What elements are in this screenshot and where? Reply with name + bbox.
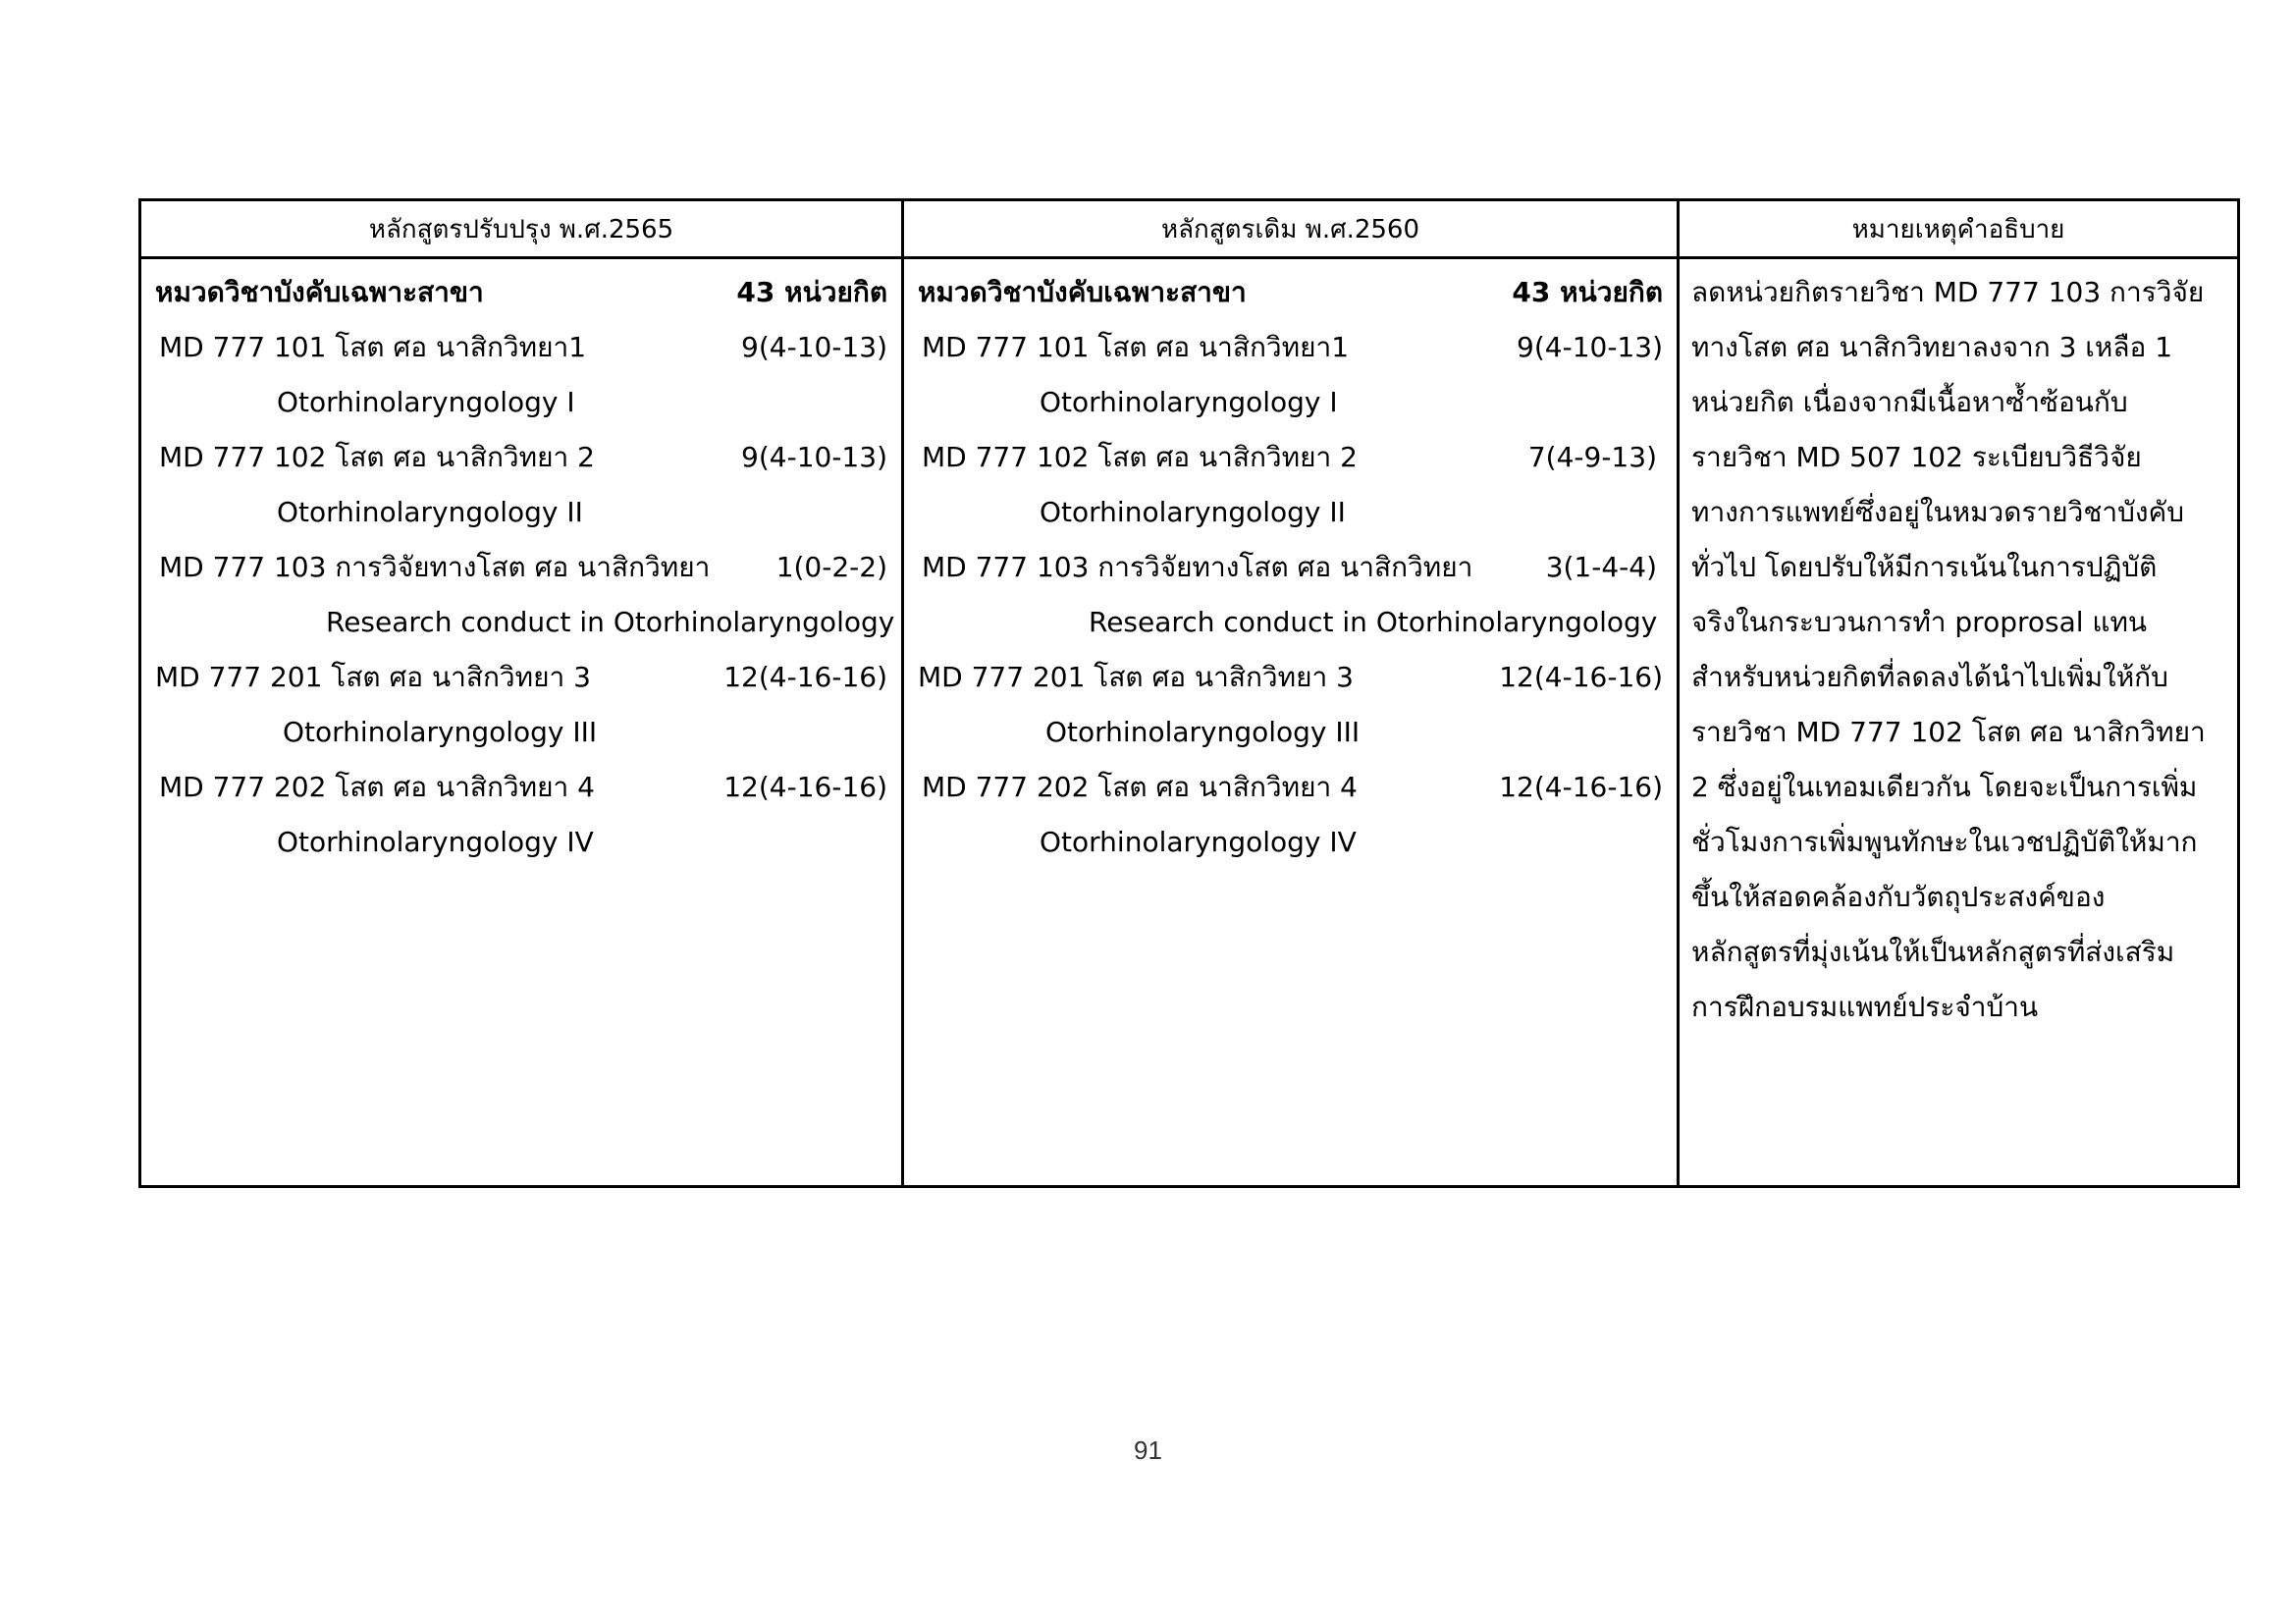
old-course-row (918, 320, 1663, 375)
note-line: 2 ซึ่งอยู่ในเทอมเดียวกัน โดยจะเป็นการเพิ่ม (1691, 771, 2198, 803)
note-line: ทางโสต ศอ นาสิกวิทยาลงจาก 3 เหลือ 1 (1691, 331, 2173, 363)
course-credit: 9(4-10-13) (741, 441, 887, 473)
header-note: หมายเหตุคำอธิบาย (1679, 200, 2239, 258)
course-english-name: Research conduct in Otorhinolaryngology (326, 606, 895, 638)
old-course-row (918, 430, 1663, 485)
new-course-english (155, 485, 887, 540)
course-code-title: MD 777 201 โสต ศอ นาสิกวิทยา 3 (918, 661, 1354, 693)
new-course-row (155, 320, 887, 375)
old-course-row (918, 760, 1663, 815)
course-code-title: MD 777 202 โสต ศอ นาสิกวิทยา 4 (159, 771, 595, 803)
new-course-row (155, 430, 887, 485)
course-credit: 1(0-2-2) (775, 551, 887, 583)
new-course-english (155, 705, 887, 760)
note-line: รายวิชา MD 507 102 ระเบียบวิธีวิจัย (1691, 441, 2142, 473)
new-group-heading (155, 265, 887, 320)
course-english-name: Otorhinolaryngology II (1040, 496, 1346, 528)
old-group-credit: 43 หน่วยกิต (1512, 276, 1663, 308)
course-credit: 7(4-9-13) (1527, 441, 1657, 473)
old-group-title: หมวดวิชาบังคับเฉพาะสาขา (918, 276, 1247, 308)
old-course-english (918, 815, 1663, 870)
new-curriculum-cell (140, 258, 903, 1187)
course-code-title: MD 777 102 โสต ศอ นาสิกวิทยา 2 (159, 441, 595, 473)
note-line: หน่วยกิต เนื่องจากมีเนื้อหาซ้ำซ้อนกับ (1691, 386, 2128, 418)
course-code-title: MD 777 102 โสต ศอ นาสิกวิทยา 2 (922, 441, 1358, 473)
old-course-row (918, 540, 1663, 595)
note-line: หลักสูตรที่มุ่งเน้นให้เป็นหลักสูตรที่ส่งเสริม (1691, 936, 2175, 968)
old-course-row (918, 650, 1663, 705)
course-code-title: MD 777 202 โสต ศอ นาสิกวิทยา 4 (922, 771, 1358, 803)
course-credit: 12(4-16-16) (723, 771, 887, 803)
note-line: ชั่วโมงการเพิ่มพูนทักษะในเวชปฏิบัติให้มาก (1691, 826, 2198, 858)
table-body-row (140, 258, 2239, 1187)
course-credit: 12(4-16-16) (1499, 771, 1663, 803)
new-course-english (155, 375, 887, 430)
course-english-name: Otorhinolaryngology III (283, 716, 598, 748)
note-line: ลดหน่วยกิตรายวิชา MD 777 103 การวิจัย (1691, 276, 2205, 308)
new-course-english (155, 595, 895, 650)
old-course-english (918, 705, 1663, 760)
note-line: สำหรับหน่วยกิตที่ลดลงได้นำไปเพิ่มให้กับ (1691, 661, 2168, 693)
old-group-heading (918, 265, 1663, 320)
old-course-english (918, 485, 1663, 540)
table-header-row (140, 200, 2239, 258)
new-course-row (155, 650, 887, 705)
course-code-title: MD 777 101 โสต ศอ นาสิกวิทยา1 (922, 331, 1350, 363)
old-course-english (918, 375, 1663, 430)
note-line: จริงในกระบวนการทำ proprosal แทน (1691, 606, 2148, 638)
note-line: ทั่วไป โดยปรับให้มีการเน้นในการปฏิบัติ (1691, 551, 2158, 583)
new-group-credit: 43 หน่วยกิต (736, 276, 887, 308)
old-course-english (918, 595, 1663, 650)
course-credit: 12(4-16-16) (723, 661, 887, 693)
course-english-name: Otorhinolaryngology III (1045, 716, 1361, 748)
note-line: รายวิชา MD 777 102 โสต ศอ นาสิกวิทยา (1691, 716, 2206, 748)
note-line: ทางการแพทย์ซึ่งอยู่ในหมวดรายวิชาบังคับ (1691, 496, 2185, 528)
new-course-row (155, 540, 887, 595)
note-cell (1679, 258, 2239, 1187)
new-course-english (155, 815, 887, 870)
course-credit: 12(4-16-16) (1499, 661, 1663, 693)
new-course-row (155, 760, 887, 815)
course-code-title: MD 777 201 โสต ศอ นาสิกวิทยา 3 (155, 661, 591, 693)
old-curriculum-cell (903, 258, 1679, 1187)
note-line: การฝึกอบรมแพทย์ประจำบ้าน (1691, 991, 2039, 1023)
course-english-name: Otorhinolaryngology I (277, 386, 575, 418)
course-code-title: MD 777 103 การวิจัยทางโสต ศอ นาสิกวิทยา (922, 551, 1473, 583)
header-new-curriculum: หลักสูตรปรับปรุง พ.ศ.2565 (140, 200, 903, 258)
course-code-title: MD 777 101 โสต ศอ นาสิกวิทยา1 (159, 331, 587, 363)
page-number: 91 (1134, 1435, 1162, 1465)
note-line: ขึ้นให้สอดคล้องกับวัตถุประสงค์ของ (1691, 881, 2106, 913)
course-credit: 3(1-4-4) (1545, 551, 1657, 583)
course-credit: 9(4-10-13) (741, 331, 887, 363)
course-english-name: Otorhinolaryngology IV (277, 826, 594, 858)
course-english-name: Otorhinolaryngology I (1040, 386, 1338, 418)
course-code-title: MD 777 103 การวิจัยทางโสต ศอ นาสิกวิทยา (159, 551, 711, 583)
curriculum-comparison-table (138, 198, 2240, 1188)
course-english-name: Otorhinolaryngology IV (1040, 826, 1357, 858)
header-old-curriculum: หลักสูตรเดิม พ.ศ.2560 (903, 200, 1679, 258)
new-group-title: หมวดวิชาบังคับเฉพาะสาขา (155, 276, 484, 308)
course-english-name: Research conduct in Otorhinolaryngology (1089, 606, 1658, 638)
course-english-name: Otorhinolaryngology II (277, 496, 583, 528)
course-credit: 9(4-10-13) (1517, 331, 1663, 363)
